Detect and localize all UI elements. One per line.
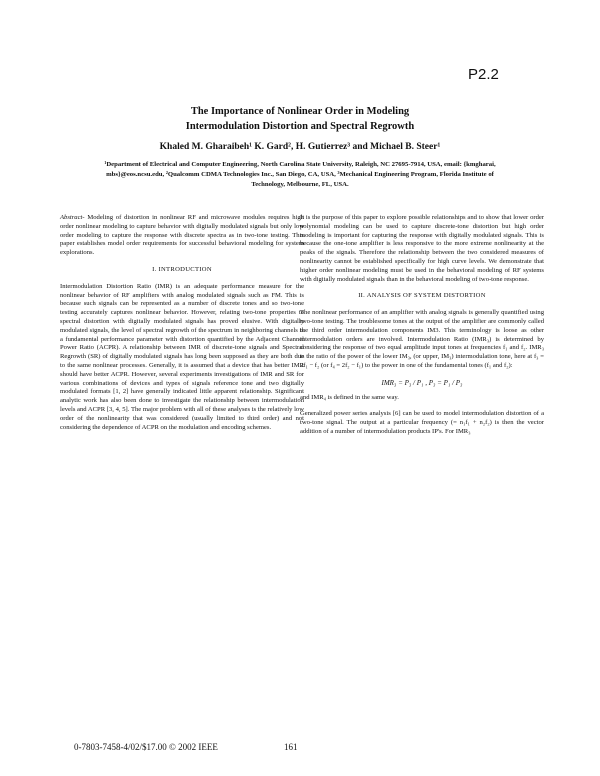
footer-isbn: 0-7803-7458-4/02/$17.00 © 2002 IEEE [74, 742, 218, 752]
introduction-paragraph: Intermodulation Distortion Ratio (IMR) is an adequate performance measure for the nonlinear behavior of RF amplifiers with analog modulated signals such as FM. This is because such signals can be represented as a number of discrete tones and so two-tone testing accurately captures nonlinear behavior. However, relating two-tone properties to spectral distortion with digitally modulated signals has proved elusive. With digitally modulated signals, the level of spectral regrowth of the spectrum in neighboring channels is a fundamental performance parameter with distortion quantified by the Adjacent Channel Power Ratio (ACPR). A relationship between IMR of discrete-tone signals and Spectral Regrowth (SR) of digitally modulated signals has long been supposed as they are both due to the same nonlinear processes. Generally, it is assumed that a device that has better IMR should have better ACPR. However, several experiments investigations of IMR and SR for various combinations of devices and types of signals reference tone and two digitally modulated formats [1, 2] have generally indicated little apparent relationship. Significant analytic work has also been done to investigate the relationship between intermodulation levels and ACPR [3, 4, 5]. The major problem with all of these analyses is the relatively low order of the nonlinearity that was considered (usually limited to third order) and not considering the dependence of ACPR on the modulation and encoding schemes. [60, 282, 304, 431]
abstract [60, 214, 304, 258]
section-heading-analysis: II. ANALYSIS OF SYSTEM DISTORTION [358, 292, 486, 300]
right-column [300, 214, 544, 445]
analysis-paragraph: The nonlinear performance of an amplifier with analog signals is generally quantified using two-tone testing. The troublesome tones at the output of the amplifier are commonly called the third order intermodulation components IM3. This terminology is loose as other intermodulation orders are involved. Intermodulation Ratio (IMR₃) is determined by considering the response of two equal amplitude input tones at frequencies f₁ and f₂. IMR₃ is the ratio of the power of the lower IM₃, (or upper, IM₃) intermodulation tone, here at f₃ = 2f₁ − f₂ (or f₄ = 2f₂ − f₁) to the power in one of the fundamental tones (f₁ and f₂): [300, 309, 544, 369]
paper-title [90, 104, 510, 134]
abstract-text: Modeling of distortion in nonlinear RF and microwave modules requires high order nonlinear modeling to capture behavior with digitally modulated signals but only low order modeling to capture the response with discrete spectra as in two-tone testing. This paper establishes model order requirements for successful behavioral modeling for system explorations. [60, 214, 304, 257]
abstract-label: Abstract- [60, 214, 85, 221]
purpose-paragraph: It is the purpose of this paper to explore possible relationships and to show that lower order polynomial modeling can be used to capture discrete-tone distortion but high order modeling is important for capturing the response with digitally modulated signals. This is because the one-tone amplifier is less responsive to the more extreme nonlinearity at the peaks of the signals. Therefore the relationship between the two considered measures of nonlinearity cannot be established specifically for high curve levels. We demonstrate that higher order nonlinear modeling must be used in the behavioral modeling of RF systems with digitally modulated signals than in the behavioral modeling of two-tone response. [300, 214, 544, 283]
left-column [60, 214, 304, 440]
power-series-paragraph: Generalized power series analysis [6] can be used to model intermodulation distortion of a two-tone signal. The output at a particular frequency (= n₁f₁ + n₂f₂) is then the vector addition of a number of intermodulation products IP's. For IMR₃ [300, 410, 544, 435]
affiliation: ¹Department of Electrical and Computer Engineering, North Carolina State University, Raleigh, NC 27695-7914, USA, email: {kmgharai, mbs}@eos.ncsu.edu, ²Qualcomm CDMA Technologies Inc., San Diego, CA, USA, ³Mechanical Engineering Program, Florida Institute of Technology, Melbourne, FL, USA. [104, 161, 496, 188]
imr-equation: IMR₃ = P₃ / P₁ , P₃ = P₁ / P₃ [381, 378, 463, 387]
session-label: P2.2 [468, 66, 499, 83]
authors: Khaled M. Gharaibeh¹ K. Gard², H. Gutierrez³ and Michael B. Steer¹ [159, 142, 441, 152]
title-line-1: The Importance of Nonlinear Order in Modeling [190, 106, 410, 117]
title-line-2: Intermodulation Distortion and Spectral Regrowth [185, 121, 415, 132]
page-number: 161 [284, 742, 298, 752]
equation-note: and IMR₄ is defined in the same way. [300, 393, 399, 401]
section-heading-introduction: I. INTRODUCTION [152, 265, 212, 273]
